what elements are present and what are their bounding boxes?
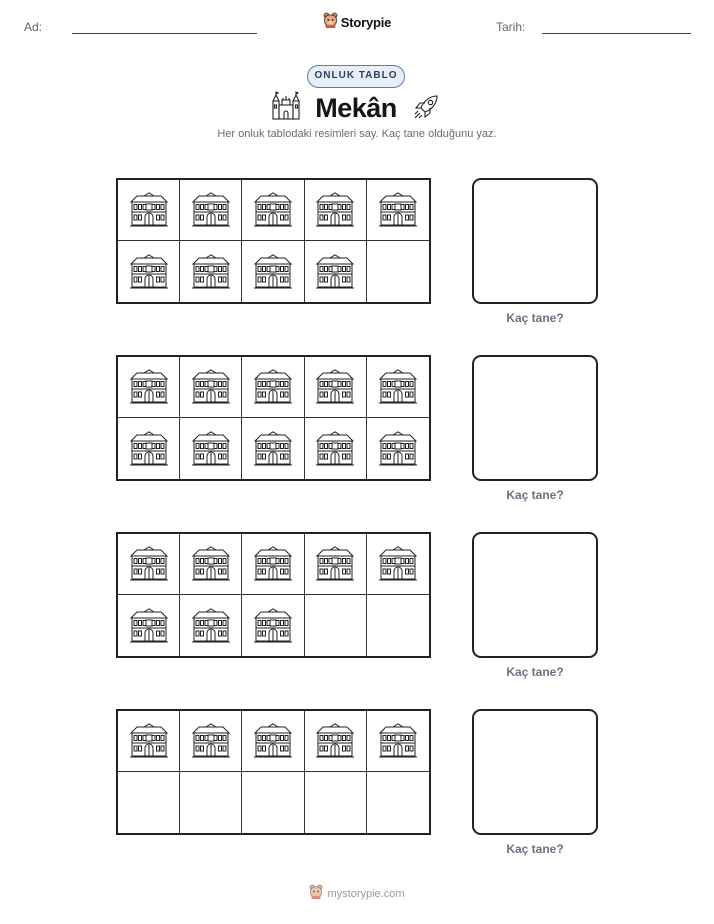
ten-frame-cell — [180, 241, 242, 302]
building-icon — [253, 192, 293, 228]
ten-frame-cell — [118, 772, 180, 833]
building-icon — [129, 431, 169, 467]
ten-frame-cell — [242, 357, 304, 418]
building-icon — [378, 431, 418, 467]
ten-frame-cell — [118, 241, 180, 302]
building-icon — [129, 192, 169, 228]
bear-logo-icon — [323, 12, 338, 33]
building-icon — [378, 723, 418, 759]
ten-frame-cell — [118, 357, 180, 418]
ten-frame-cell — [367, 711, 429, 772]
building-icon — [129, 369, 169, 405]
building-icon — [315, 723, 355, 759]
rocket-icon — [411, 90, 443, 127]
building-icon — [253, 369, 293, 405]
ten-frame-cell — [242, 711, 304, 772]
answer-prompt-4: Kaç tane? — [506, 842, 564, 856]
ten-frame-4 — [116, 709, 431, 835]
ten-frame-3 — [116, 532, 431, 658]
brand-name: Storypie — [340, 15, 392, 30]
building-icon — [129, 546, 169, 582]
ten-frame-cell — [367, 180, 429, 241]
building-icon — [378, 369, 418, 405]
building-icon — [378, 546, 418, 582]
ten-frame-cell — [305, 595, 367, 656]
ten-frame-1 — [116, 178, 431, 304]
building-icon — [191, 723, 231, 759]
ten-frame-cell — [180, 180, 242, 241]
building-icon — [378, 192, 418, 228]
ten-frame-cell — [305, 772, 367, 833]
ten-frame-cell — [305, 711, 367, 772]
building-icon — [253, 608, 293, 644]
ten-frame-cell — [180, 711, 242, 772]
ten-frame-cell — [242, 772, 304, 833]
answer-box-4[interactable] — [472, 709, 598, 835]
ten-frame-cell — [180, 595, 242, 656]
building-icon — [315, 431, 355, 467]
building-icon — [191, 431, 231, 467]
building-icon — [253, 546, 293, 582]
footer-url: mystorypie.com — [327, 888, 405, 900]
name-label: Ad: — [24, 20, 43, 34]
worksheet-type-badge: ONLUK TABLO — [307, 65, 405, 88]
ten-frame-cell — [242, 595, 304, 656]
ten-frame-cell — [242, 241, 304, 302]
building-icon — [315, 369, 355, 405]
building-icon — [253, 723, 293, 759]
ten-frame-2 — [116, 355, 431, 481]
ten-frame-cell — [180, 534, 242, 595]
date-line[interactable] — [542, 33, 691, 34]
ten-frame-cell — [367, 418, 429, 479]
ten-frame-cell — [180, 418, 242, 479]
ten-frame-cell — [367, 595, 429, 656]
ten-frame-cell — [118, 180, 180, 241]
building-icon — [191, 254, 231, 290]
answer-box-3[interactable] — [472, 532, 598, 658]
ten-frame-cell — [305, 418, 367, 479]
ten-frame-cell — [367, 241, 429, 302]
building-icon — [315, 192, 355, 228]
ten-frame-cell — [180, 357, 242, 418]
ten-frame-cell — [242, 418, 304, 479]
building-icon — [253, 254, 293, 290]
answer-prompt-1: Kaç tane? — [506, 311, 564, 325]
building-icon — [191, 369, 231, 405]
ten-frame-cell — [118, 595, 180, 656]
building-icon — [191, 546, 231, 582]
ten-frame-cell — [367, 772, 429, 833]
ten-frame-cell — [118, 534, 180, 595]
ten-frame-cell — [367, 357, 429, 418]
name-line[interactable] — [72, 33, 257, 34]
building-icon — [191, 192, 231, 228]
ten-frame-cell — [118, 711, 180, 772]
building-icon — [129, 723, 169, 759]
page-title: Mekân — [315, 92, 397, 123]
ten-frame-cell — [305, 180, 367, 241]
answer-box-2[interactable] — [472, 355, 598, 481]
bear-logo-icon — [309, 884, 323, 904]
date-label: Tarih: — [496, 20, 526, 34]
ten-frame-cell — [118, 418, 180, 479]
building-icon — [129, 254, 169, 290]
answer-prompt-3: Kaç tane? — [506, 665, 564, 679]
ten-frame-cell — [242, 534, 304, 595]
ten-frame-cell — [305, 357, 367, 418]
building-icon — [129, 608, 169, 644]
building-icon — [315, 254, 355, 290]
ten-frame-cell — [180, 772, 242, 833]
castle-icon — [271, 91, 301, 126]
building-icon — [191, 608, 231, 644]
ten-frame-cell — [305, 241, 367, 302]
answer-box-1[interactable] — [472, 178, 598, 304]
brand-logo — [0, 12, 714, 33]
instructions: Her onluk tablodaki resimleri say. Kaç tane olduğunu yaz. — [217, 128, 497, 140]
ten-frame-cell — [367, 534, 429, 595]
building-icon — [315, 546, 355, 582]
ten-frame-cell — [305, 534, 367, 595]
ten-frame-cell — [242, 180, 304, 241]
footer — [0, 884, 714, 904]
building-icon — [253, 431, 293, 467]
answer-prompt-2: Kaç tane? — [506, 488, 564, 502]
